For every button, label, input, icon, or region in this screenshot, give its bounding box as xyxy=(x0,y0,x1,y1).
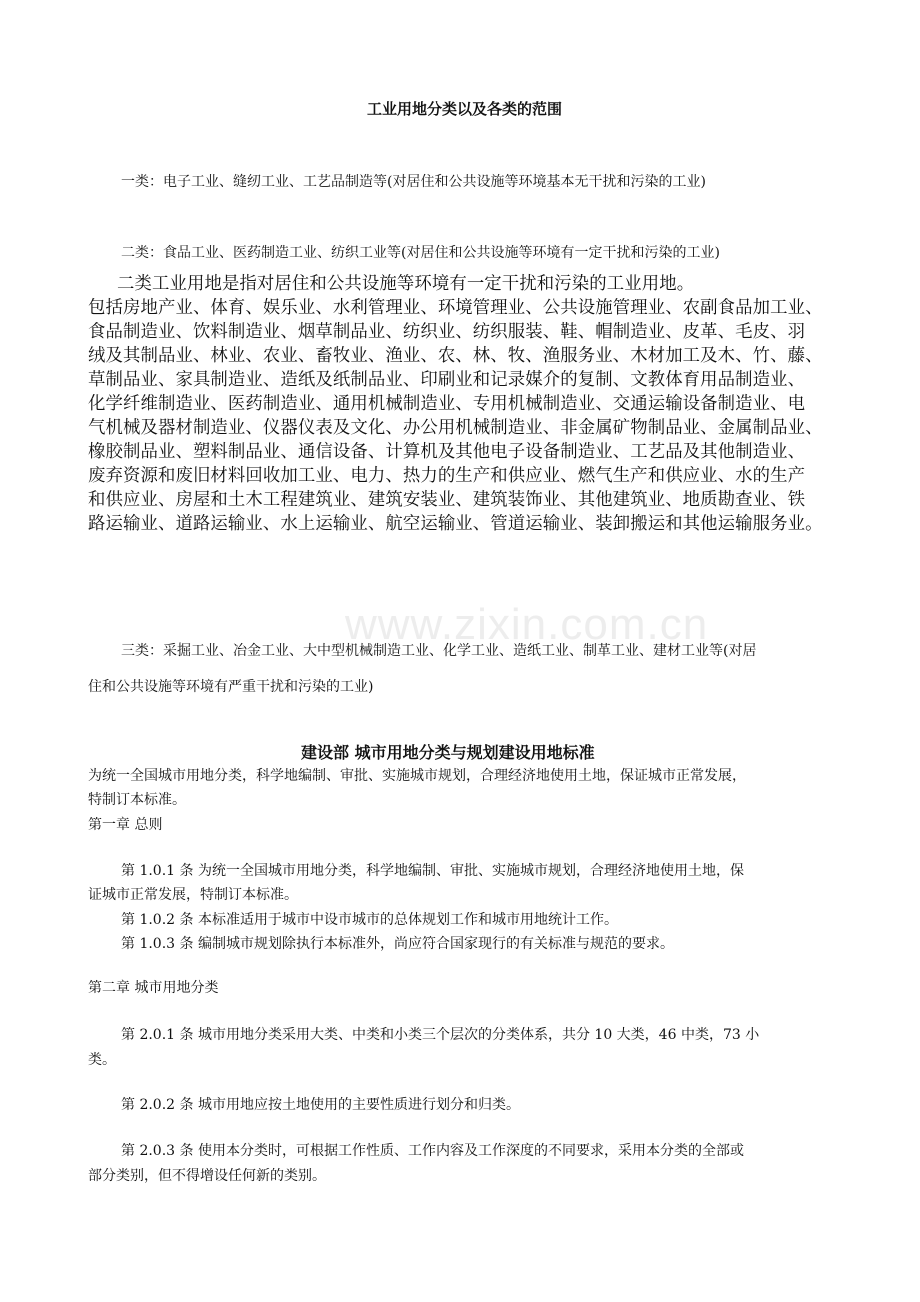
class2-detail-line: 食品制造业、饮料制造业、烟草制品业、纺织业、纺织服装、鞋、帽制造业、皮革、毛皮、羽 xyxy=(88,322,806,342)
article-2-0-3-line1: 第 2.0.3 条 使用本分类时，可根据工作性质、工作内容及工作深度的不同要求，采用本分类的全部或 xyxy=(121,1143,744,1159)
class2-detail-line: 绒及其制品业、林业、农业、畜牧业、渔业、农、林、牧、渔服务业、木材加工及木、竹、藤、 xyxy=(88,346,823,366)
class2-detail-line: 气机械及器材制造业、仪器仪表及文化、办公用机械制造业、非金属矿物制品业、金属制品业、 xyxy=(88,418,823,438)
class2-detail-line: 二类工业用地是指对居住和公共设施等环境有一定干扰和污染的工业用地。 xyxy=(117,274,695,294)
class2-detail-line: 化学纤维制造业、医药制造业、通用机械制造业、专用机械制造业、交通运输设备制造业、电 xyxy=(88,394,806,414)
chapter2-heading: 第二章 城市用地分类 xyxy=(88,980,219,996)
article-1-0-2: 第 1.0.2 条 本标准适用于城市中设市城市的总体规划工作和城市用地统计工作。 xyxy=(121,912,618,928)
watermark: www.zixin.com.cn xyxy=(345,600,709,649)
class2-text: 二类：食品工业、医药制造工业、纺织工业等(对居住和公共设施等环境有一定干扰和污染的工业) xyxy=(121,245,720,261)
class3-text-line2: 住和公共设施等环境有严重干扰和污染的工业) xyxy=(88,679,374,695)
article-1-0-1-line2: 证城市正常发展，特制订本标准。 xyxy=(88,887,298,903)
chapter1-heading: 第一章 总则 xyxy=(88,817,163,833)
class2-detail-line: 和供应业、房屋和土木工程建筑业、建筑安装业、建筑装饰业、其他建筑业、地质勘查业、铁 xyxy=(88,490,806,510)
section2-title: 建设部 城市用地分类与规划建设用地标准 xyxy=(301,743,595,762)
class2-detail-line: 包括房地产业、体育、娱乐业、水利管理业、环境管理业、公共设施管理业、农副食品加工业、 xyxy=(88,298,823,318)
class2-detail-line: 橡胶制品业、塑料制品业、通信设备、计算机及其他电子设备制造业、工艺品及其他制造业、 xyxy=(88,442,806,462)
article-2-0-1-line2: 类。 xyxy=(88,1052,116,1068)
article-2-0-1-line1: 第 2.0.1 条 城市用地分类采用大类、中类和小类三个层次的分类体系，共分 10 大类，46 中类，73 小 xyxy=(121,1027,760,1043)
article-1-0-3: 第 1.0.3 条 编制城市规划除执行本标准外，尚应符合国家现行的有关标准与规范的要求。 xyxy=(121,936,674,952)
class2-detail-line: 路运输业、道路运输业、水上运输业、航空运输业、管道运输业、装卸搬运和其他运输服务业。 xyxy=(88,514,823,534)
class3-text-line1: 三类：采掘工业、冶金工业、大中型机械制造工业、化学工业、造纸工业、制革工业、建材工业等(对居 xyxy=(121,643,757,659)
article-2-0-2: 第 2.0.2 条 城市用地应按土地使用的主要性质进行划分和归类。 xyxy=(121,1097,520,1113)
article-1-0-1-line1: 第 1.0.1 条 为统一全国城市用地分类，科学地编制、审批、实施城市规划，合理经济地使用土地，保 xyxy=(121,863,744,879)
class1-text: 一类：电子工业、缝纫工业、工艺品制造等(对居住和公共设施等环境基本无干扰和污染的工业) xyxy=(121,174,706,190)
section1-title: 工业用地分类以及各类的范围 xyxy=(367,100,563,118)
class2-detail-line: 草制品业、家具制造业、造纸及纸制品业、印刷业和记录媒介的复制、文教体育用品制造业、 xyxy=(88,370,806,390)
intro-line2: 特制订本标准。 xyxy=(88,792,186,808)
class2-detail-line: 废弃资源和废旧材料回收加工业、电力、热力的生产和供应业、燃气生产和供应业、水的生产 xyxy=(88,466,806,486)
intro-line1: 为统一全国城市用地分类，科学地编制、审批、实施城市规划，合理经济地使用土地，保证城市正常发展， xyxy=(88,768,746,784)
article-2-0-3-line2: 部分类别，但不得增设任何新的类别。 xyxy=(88,1168,326,1184)
